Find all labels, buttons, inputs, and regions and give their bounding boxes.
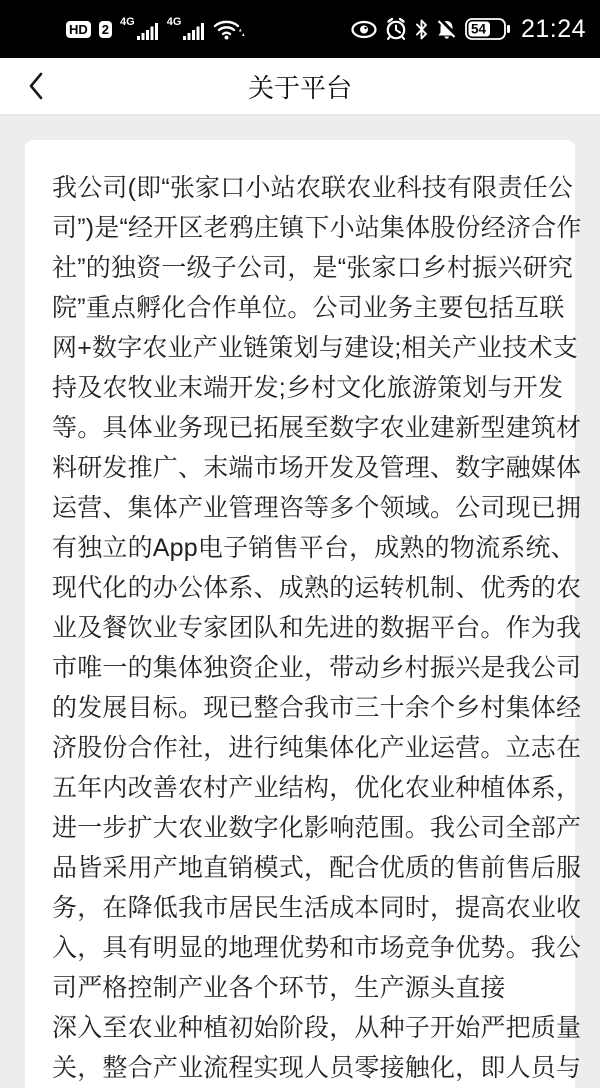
about-text-line: 现代化的办公体系、成熟的运转机制、优秀的农 bbox=[52, 574, 582, 602]
alarm-icon bbox=[384, 17, 408, 41]
status-bar bbox=[0, 0, 600, 58]
battery-percent-text: 54 bbox=[470, 21, 486, 37]
about-text-line: 院”重点孵化合作单位。公司业务主要包括互联 bbox=[52, 294, 565, 322]
about-text-line: 运营、集体产业管理咨等多个领域。公司现已拥 bbox=[52, 494, 582, 522]
about-text-card bbox=[25, 140, 582, 1088]
clock-time: 21:24 bbox=[520, 14, 586, 43]
notifications-muted-icon bbox=[435, 19, 458, 40]
wifi-icon bbox=[213, 18, 245, 40]
about-text-line: 五年内改善农村产业结构，优化农业种植体系， bbox=[52, 774, 582, 802]
hd-badge: HD bbox=[66, 21, 91, 38]
eye-protection-icon bbox=[351, 20, 377, 39]
about-text-line: 网+数字农业产业链策划与建设;相关产业技术支 bbox=[52, 334, 578, 362]
about-text-line: 的发展目标。现已整合我市三十余个乡村集体经 bbox=[52, 694, 582, 722]
about-text-line: 关，整合产业流程实现人员零接触化，即人员与 bbox=[52, 1054, 582, 1082]
network-type-label-2: 4G bbox=[166, 16, 182, 28]
about-text-line: 有独立的App电子销售平台，成熟的物流系统、 bbox=[52, 534, 576, 562]
page-title: 关于平台 bbox=[247, 72, 352, 103]
about-text-line: 社”的独资一级子公司，是“张家口乡村振兴研究 bbox=[52, 254, 574, 282]
about-text-line: 入，具有明显的地理优势和市场竞争优势。我公 bbox=[52, 934, 582, 962]
about-text-line: 等。具体业务现已拓展至数字农业建新型建筑材 bbox=[52, 414, 582, 442]
sim2-badge: 2 bbox=[99, 21, 112, 38]
about-text-line: 我公司(即“张家口小站农联农业科技有限责任公 bbox=[52, 174, 574, 202]
back-button[interactable] bbox=[12, 58, 60, 114]
about-text-line: 司严格控制产业各个环节，生产源头直接 bbox=[52, 974, 506, 1002]
about-text-line: 务，在降低我市居民生活成本同时，提高农业收 bbox=[52, 894, 582, 922]
signal-bars-1-icon bbox=[120, 17, 159, 41]
about-text-line: 进一步扩大农业数字化影响范围。我公司全部产 bbox=[52, 814, 582, 842]
header bbox=[0, 58, 600, 115]
about-text-line: 市唯一的集体独资企业，带动乡村振兴是我公司 bbox=[52, 654, 582, 682]
about-text-line: 业及餐饮业专家团队和先进的数据平台。作为我 bbox=[52, 614, 582, 642]
status-bar-right bbox=[351, 15, 586, 44]
signal-bars-2-icon bbox=[167, 17, 206, 41]
network-type-label-1: 4G bbox=[120, 16, 135, 28]
about-text-line: 深入至农业种植初始阶段，从种子开始严把质量 bbox=[52, 1014, 582, 1042]
about-text-line: 料研发推广、末端市场开发及管理、数字融媒体 bbox=[52, 454, 582, 482]
about-text-line: 济股份合作社，进行纯集体化产业运营。立志在 bbox=[52, 734, 582, 762]
about-text-line: 司”)是“经开区老鸦庄镇下小站集体股份经济合作 bbox=[52, 214, 582, 242]
status-bar-left bbox=[66, 17, 245, 41]
bluetooth-icon bbox=[415, 19, 428, 40]
about-text-line: 品皆采用产地直销模式，配合优质的售前售后服 bbox=[52, 854, 582, 882]
about-text-line: 持及农牧业末端开发;乡村文化旅游策划与开发 bbox=[52, 374, 564, 402]
chevron-left-icon bbox=[28, 72, 44, 100]
about-platform-scroll-area[interactable] bbox=[0, 115, 600, 1088]
battery-icon bbox=[465, 17, 511, 41]
